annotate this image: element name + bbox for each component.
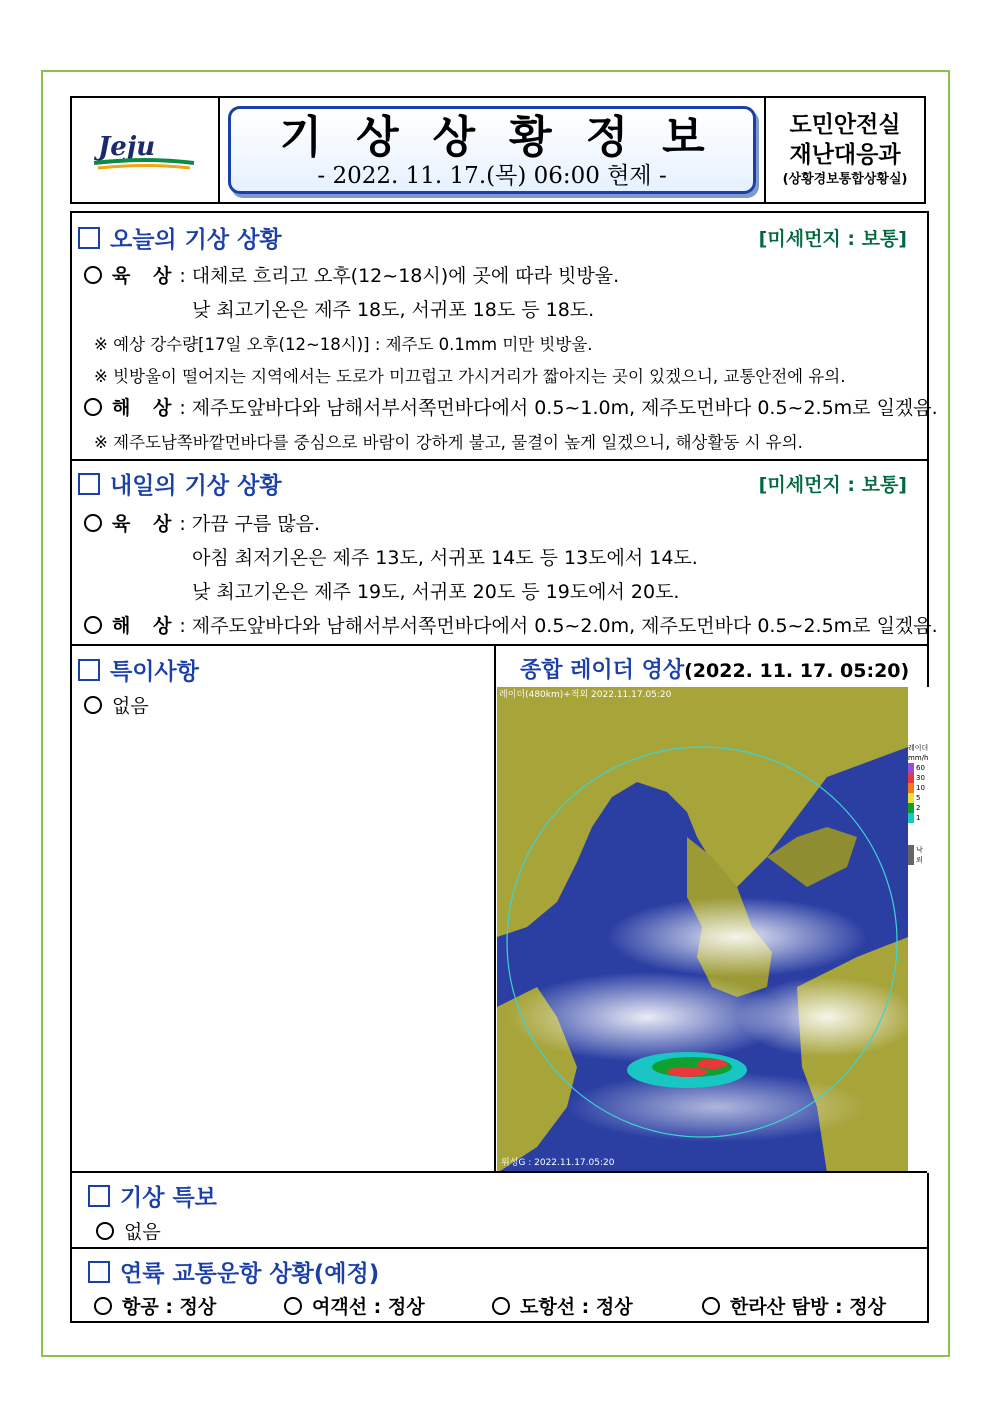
checkbox-icon — [88, 1261, 110, 1283]
special-title — [78, 653, 199, 686]
legend-unit: mm/h — [908, 754, 929, 762]
today-note1: ※ 예상 강수량[17일 오후(12~18시)] : 제주도 0.1mm 미만 빗방울. — [94, 335, 593, 354]
tomorrow-sea-line: : 제주도앞바다와 남해서부서쪽먼바다에서 0.5~2.0m, 제주도먼바다 0.5~2.5m로 일겠음. — [179, 615, 938, 637]
divider — [72, 1171, 927, 1173]
warning-item-text: 없음 — [124, 1221, 161, 1243]
radar-image — [497, 687, 908, 1173]
transport-item-text: 한라산 탐방 : 정상 — [730, 1296, 886, 1318]
jeju-logo-icon — [90, 127, 200, 173]
tomorrow-title — [72, 467, 927, 500]
warning-title — [88, 1179, 217, 1212]
transport-item-text: 여객선 : 정상 — [312, 1296, 425, 1318]
legend-value: 60 — [908, 763, 929, 773]
transport-item-island-ferry — [492, 1292, 633, 1319]
today-land-line1: : 대체로 흐리고 오후(12~18시)에 곳에 따라 빗방울. — [179, 265, 620, 287]
warning-item — [96, 1217, 161, 1244]
circle-bullet-icon — [702, 1297, 720, 1315]
checkbox-icon — [78, 473, 100, 495]
transport-title-text: 연륙 교통운항 상황(예정) — [120, 1261, 380, 1287]
page-subtitle: - 2022. 11. 17.(목) 06:00 현제 - — [317, 163, 667, 189]
checkbox-icon — [78, 227, 100, 249]
today-land-label: 육 상 — [112, 265, 180, 287]
tomorrow-land-line3: 낮 최고기온은 제주 19도, 서귀포 20도 등 19도에서 20도. — [192, 581, 680, 603]
transport-item-hallasan — [702, 1292, 886, 1319]
transport-item-ferry — [284, 1292, 425, 1319]
tomorrow-dust: [미세먼지 : 보통] — [758, 474, 907, 496]
header — [70, 96, 926, 204]
today-sea-line: : 제주도앞바다와 남해서부서쪽먼바다에서 0.5~1.0m, 제주도먼바다 0.5~2.5m로 일겠음. — [179, 397, 938, 419]
org-line3: (상황경보통합상황실) — [782, 172, 908, 187]
tomorrow-sea-label: 해 상 — [112, 615, 180, 637]
legend-value: 2 — [908, 803, 929, 813]
today-land-row — [84, 261, 619, 288]
title-box — [228, 106, 756, 194]
tomorrow-land-line2: 아침 최저기온은 제주 13도, 서귀포 14도 등 13도에서 14도. — [192, 547, 698, 569]
tomorrow-land-row — [84, 509, 320, 536]
title-cell — [220, 98, 766, 202]
circle-bullet-icon — [84, 266, 102, 284]
org-line2: 재난대응과 — [789, 142, 901, 168]
legend-value: 5 — [908, 793, 929, 803]
main-table — [70, 211, 938, 1323]
circle-bullet-icon — [96, 1222, 114, 1240]
divider — [72, 644, 927, 646]
org-line1: 도민안전실 — [789, 112, 901, 138]
jeju-logo — [72, 98, 220, 202]
special-item-text: 없음 — [112, 695, 149, 717]
legend-value: 30 — [908, 773, 929, 783]
divider — [72, 1247, 927, 1249]
today-land-line2: 낮 최고기온은 제주 18도, 서귀포 18도 등 18도. — [192, 299, 595, 321]
transport-title — [88, 1255, 379, 1288]
transport-item-air — [94, 1292, 216, 1319]
circle-bullet-icon — [84, 696, 102, 714]
radar-map — [497, 687, 908, 1173]
today-title — [72, 221, 927, 254]
circle-bullet-icon — [94, 1297, 112, 1315]
tomorrow-land-line1: : 가끔 구름 많음. — [179, 513, 321, 535]
radar-title-text: 종합 레이더 영상 — [520, 658, 685, 683]
today-dust: [미세먼지 : 보통] — [758, 228, 907, 250]
tomorrow-section — [72, 467, 927, 500]
legend-value: 1 — [908, 813, 929, 823]
circle-bullet-icon — [84, 616, 102, 634]
today-sea-row — [84, 393, 938, 420]
radar-caption-bottom: 위성G : 2022.11.17.05:20 — [501, 1158, 615, 1168]
org-info — [766, 98, 924, 202]
svg-text:Jeju: Jeju — [98, 132, 156, 162]
circle-bullet-icon — [84, 514, 102, 532]
transport-item-text: 항공 : 정상 — [122, 1296, 217, 1318]
special-title-text: 특이사항 — [110, 659, 199, 685]
circle-bullet-icon — [492, 1297, 510, 1315]
legend-title: 레이더 — [908, 744, 929, 752]
checkbox-icon — [88, 1185, 110, 1207]
special-item — [84, 691, 149, 718]
radar-date: (2022. 11. 17. 05:20) — [684, 660, 910, 682]
divider-vertical — [494, 644, 496, 1171]
today-sea-label: 해 상 — [112, 397, 180, 419]
radar-legend — [908, 687, 929, 1173]
transport-item-text: 도항선 : 정상 — [520, 1296, 633, 1318]
circle-bullet-icon — [84, 398, 102, 416]
legend-extra: 낙뢰 — [908, 845, 929, 865]
today-note3: ※ 제주도남쪽바깥먼바다를 중심으로 바람이 강하게 불고, 물결이 높게 일겠으니, 해상활동 시 유의. — [94, 433, 803, 452]
circle-bullet-icon — [284, 1297, 302, 1315]
tomorrow-title-text: 내일의 기상 상황 — [110, 473, 282, 499]
checkbox-icon — [78, 659, 100, 681]
radar-caption-top: 레이더(480km)+적외 2022.11.17.05:20 — [499, 690, 672, 700]
today-note2: ※ 빗방울이 떨어지는 지역에서는 도로가 미끄럽고 가시거리가 짧아지는 곳이 있겠으니, 교통안전에 유의. — [94, 367, 846, 386]
today-title-text: 오늘의 기상 상황 — [110, 227, 282, 253]
tomorrow-land-label: 육 상 — [112, 513, 180, 535]
today-section — [72, 221, 927, 254]
warning-title-text: 기상 특보 — [120, 1185, 217, 1211]
divider — [72, 459, 927, 461]
legend-value: 10 — [908, 783, 929, 793]
page-title: 기상상황정보 — [279, 112, 739, 163]
radar-title — [520, 653, 909, 684]
tomorrow-sea-row — [84, 611, 938, 638]
